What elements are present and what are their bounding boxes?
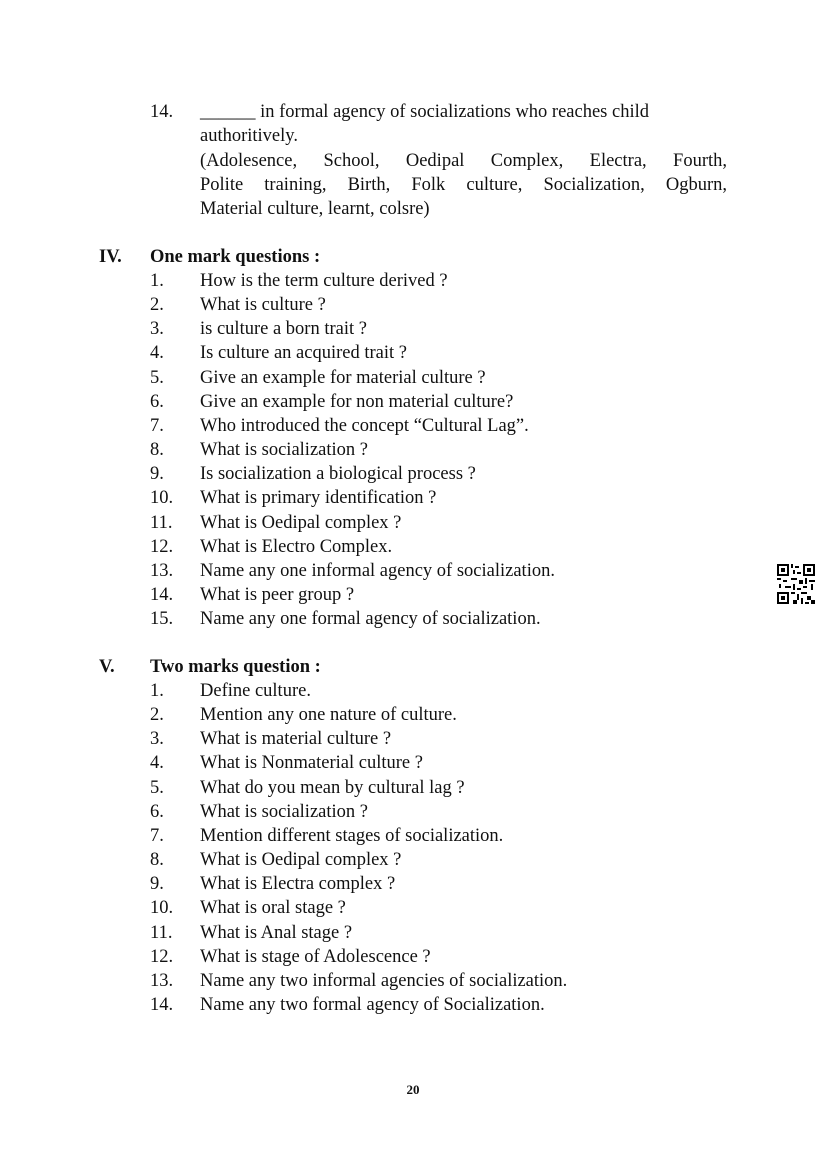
- question-number: 5.: [150, 367, 164, 388]
- question-number: 10.: [150, 488, 174, 509]
- question-number: 1.: [150, 271, 164, 291]
- question-number: 13.: [150, 560, 174, 581]
- options-line: Material culture, learnt, colsre): [200, 199, 430, 219]
- question-text: What is stage of Adolescence ?: [200, 946, 431, 967]
- question-number: 6.: [150, 801, 164, 822]
- section-iv-numeral: IV.: [99, 247, 122, 267]
- question-number: 2.: [150, 705, 164, 726]
- question-number: 3.: [150, 319, 164, 340]
- qr-code-icon: [777, 564, 815, 604]
- question-text: Give an example for material culture ?: [200, 367, 486, 388]
- question-number: 14.: [150, 102, 174, 122]
- question-text: What is culture ?: [200, 295, 326, 316]
- question-text: is culture a born trait ?: [200, 319, 367, 340]
- question-number: 4.: [150, 343, 164, 364]
- section-v-title: Two marks question :: [150, 657, 321, 677]
- question-text: What is material culture ?: [200, 729, 392, 750]
- question-text: What is socialization ?: [200, 440, 368, 461]
- question-number: 12.: [150, 536, 174, 557]
- question-number: 5.: [150, 777, 164, 798]
- question-text: What is Anal stage ?: [200, 922, 353, 943]
- question-text: Name any two formal agency of Socialization.: [200, 994, 545, 1015]
- question-number: 4.: [150, 753, 164, 774]
- question-number: 11.: [150, 922, 173, 943]
- question-text: What is Electro Complex.: [200, 536, 393, 557]
- options-line: Polite training, Birth, Folk culture, Socialization, Ogburn,: [200, 175, 727, 195]
- question-text: Is socialization a biological process ?: [200, 464, 476, 485]
- question-text: Name any one informal agency of socialization.: [200, 560, 555, 581]
- question-text: What is peer group ?: [200, 584, 355, 605]
- question-text: Define culture.: [200, 681, 311, 701]
- question-number: 13.: [150, 970, 174, 991]
- question-number: 14.: [150, 994, 174, 1015]
- question-text: Mention any one nature of culture.: [200, 705, 457, 726]
- question-number: 9.: [150, 464, 164, 485]
- question-number: 3.: [150, 729, 164, 750]
- question-number: 15.: [150, 609, 174, 630]
- question-text: What is primary identification ?: [200, 488, 437, 509]
- question-number: 9.: [150, 874, 164, 895]
- question-number: 14.: [150, 584, 174, 605]
- question-number: 7.: [150, 825, 164, 846]
- question-text-continued: authoritively.: [200, 126, 298, 146]
- question-text: What is socialization ?: [200, 801, 368, 822]
- question-number: 2.: [150, 295, 164, 316]
- question-text: Who introduced the concept “Cultural Lag”.: [200, 415, 529, 436]
- question-text: Name any one formal agency of socialization.: [200, 609, 541, 630]
- question-text: Mention different stages of socialization.: [200, 825, 504, 846]
- page-number: 20: [406, 1082, 420, 1097]
- question-text: What is oral stage ?: [200, 898, 346, 919]
- question-number: 7.: [150, 415, 164, 436]
- section-v-numeral: V.: [99, 657, 115, 677]
- question-text: What is Oedipal complex ?: [200, 850, 402, 871]
- question-number: 8.: [150, 440, 164, 461]
- question-number: 1.: [150, 681, 164, 701]
- question-number: 11.: [150, 512, 173, 533]
- options-line: (Adolesence, School, Oedipal Complex, Electra, Fourth,: [200, 151, 727, 171]
- question-text: What do you mean by cultural lag ?: [200, 777, 465, 798]
- question-text: What is Nonmaterial culture ?: [200, 753, 423, 774]
- question-text: ______ in formal agency of socializations who reaches child: [200, 102, 649, 122]
- question-number: 6.: [150, 391, 164, 412]
- section-iv-title: One mark questions :: [150, 247, 321, 267]
- question-text: What is Oedipal complex ?: [200, 512, 402, 533]
- question-number: 8.: [150, 850, 164, 871]
- question-number: 12.: [150, 946, 174, 967]
- question-number: 10.: [150, 898, 174, 919]
- question-text: Name any two informal agencies of socialization.: [200, 970, 568, 991]
- question-text: Give an example for non material culture?: [200, 391, 514, 412]
- question-text: How is the term culture derived ?: [200, 271, 448, 291]
- question-text: Is culture an acquired trait ?: [200, 343, 407, 364]
- question-text: What is Electra complex ?: [200, 874, 396, 895]
